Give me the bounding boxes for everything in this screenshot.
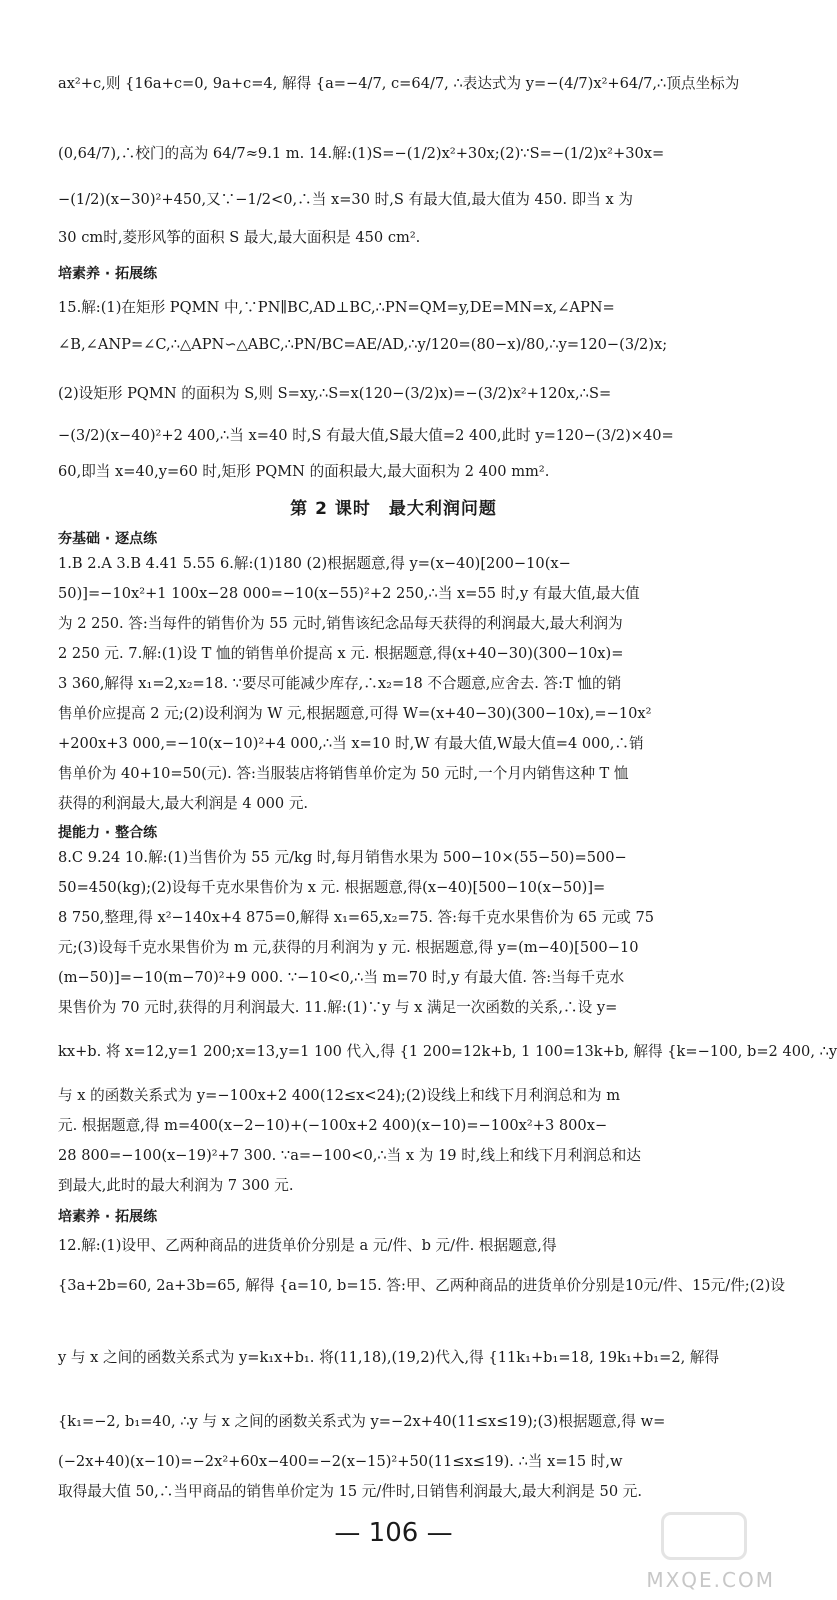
text-line: y 与 x 之间的函数关系式为 y=k₁x+b₁. 将(11,18),(19,2)代入,得 {11k₁+b₁=18, 19k₁+b₁=2, 解得: [58, 1349, 720, 1366]
page-number: — 106 —: [334, 1518, 453, 1548]
text-line: {k₁=−2, b₁=40, ∴y 与 x 之间的函数关系式为 y=−2x+40(11≤x≤19);(3)根据题意,得 w=: [58, 1413, 666, 1430]
text-line: 3 360,解得 x₁=2,x₂=18. ∵要尽可能减少库存,∴x₂=18 不合题意,应舍去. 答:T 恤的销: [58, 675, 622, 692]
text-line: 15.解:(1)在矩形 PQMN 中,∵PN∥BC,AD⊥BC,∴PN=QM=y,DE=MN=x,∠APN=: [58, 299, 615, 316]
text-line: 30 cm时,菱形风筝的面积 S 最大,最大面积是 450 cm².: [58, 229, 421, 246]
text-line: 售单价为 40+10=50(元). 答:当服装店将销售单价定为 50 元时,一个月内销售这种 T 恤: [58, 765, 629, 782]
text-line: 2 250 元. 7.解:(1)设 T 恤的销售单价提高 x 元. 根据题意,得(x+40−30)(300−10x)=: [58, 645, 624, 662]
text-line: {3a+2b=60, 2a+3b=65, 解得 {a=10, b=15. 答:甲、乙两种商品的进货单价分别是10元/件、15元/件;(2)设: [58, 1277, 785, 1294]
section-heading: 培素养 · 拓展练: [58, 266, 158, 282]
text-line: −(1/2)(x−30)²+450,又∵−1/2<0,∴当 x=30 时,S 有最大值,最大值为 450. 即当 x 为: [58, 191, 633, 208]
text-line: (2)设矩形 PQMN 的面积为 S,则 S=xy,∴S=x(120−(3/2)x)=−(3/2)x²+120x,∴S=: [58, 385, 612, 402]
text-line: kx+b. 将 x=12,y=1 200;x=13,y=1 100 代入,得 {1 200=12k+b, 1 100=13k+b, 解得 {k=−100, b=2 400, ∴y: [58, 1043, 837, 1060]
text-line: (0,64/7),∴校门的高为 64/7≈9.1 m. 14.解:(1)S=−(1/2)x²+30x;(2)∵S=−(1/2)x²+30x=: [58, 145, 665, 162]
text-line: 到最大,此时的最大利润为 7 300 元.: [58, 1177, 294, 1194]
text-line: 取得最大值 50,∴当甲商品的销售单价定为 15 元/件时,日销售利润最大,最大利润是 50 元.: [58, 1483, 642, 1500]
text-line: 元. 根据题意,得 m=400(x−2−10)+(−100x+2 400)(x−10)=−100x²+3 800x−: [58, 1117, 608, 1134]
watermark: MXQE.COM: [646, 1568, 775, 1592]
text-line: 8 750,整理,得 x²−140x+4 875=0,解得 x₁=65,x₂=75. 答:每千克水果售价为 65 元或 75: [58, 909, 655, 926]
text-line: −(3/2)(x−40)²+2 400,∴当 x=40 时,S 有最大值,S最大值=2 400,此时 y=120−(3/2)×40=: [58, 427, 674, 444]
section-heading: 提能力 · 整合练: [58, 825, 158, 841]
text-line: +200x+3 000,=−10(x−10)²+4 000,∴当 x=10 时,W 有最大值,W最大值=4 000,∴销: [58, 735, 644, 752]
text-line: 12.解:(1)设甲、乙两种商品的进货单价分别是 a 元/件、b 元/件. 根据题意,得: [58, 1237, 557, 1254]
text-line: 60,即当 x=40,y=60 时,矩形 PQMN 的面积最大,最大面积为 2 400 mm².: [58, 463, 550, 480]
text-line: (m−50)]=−10(m−70)²+9 000. ∵−10<0,∴当 m=70 时,y 有最大值. 答:当每千克水: [58, 969, 625, 986]
text-line: 50)]=−10x²+1 100x−28 000=−10(x−55)²+2 250,∴当 x=55 时,y 有最大值,最大值: [58, 585, 640, 602]
section-heading: 夯基础 · 逐点练: [58, 531, 158, 547]
text-line: 售单价应提高 2 元;(2)设利润为 W 元,根据题意,可得 W=(x+40−30)(300−10x),=−10x²: [58, 705, 652, 722]
text-line: 果售价为 70 元时,获得的月利润最大. 11.解:(1)∵y 与 x 满足一次函数的关系,∴设 y=: [58, 999, 618, 1016]
text-line: 28 800=−100(x−19)²+7 300. ∵a=−100<0,∴当 x 为 19 时,线上和线下月利润总和达: [58, 1147, 641, 1164]
text-line: 为 2 250. 答:当每件的销售价为 55 元时,销售该纪念品每天获得的利润最大,最大利润为: [58, 615, 623, 632]
text-line: 50=450(kg);(2)设每千克水果售价为 x 元. 根据题意,得(x−40)[500−10(x−50)]=: [58, 879, 606, 896]
section-heading: 培素养 · 拓展练: [58, 1209, 158, 1225]
text-line: 1.B 2.A 3.B 4.41 5.55 6.解:(1)180 (2)根据题意,得 y=(x−40)[200−10(x−: [58, 555, 571, 572]
text-line: 获得的利润最大,最大利润是 4 000 元.: [58, 795, 309, 812]
chapter-title: 第 2 课时 最大利润问题: [290, 499, 497, 519]
text-line: ax²+c,则 {16a+c=0, 9a+c=4, 解得 {a=−4/7, c=64/7, ∴表达式为 y=−(4/7)x²+64/7,∴顶点坐标为: [58, 75, 740, 92]
text-line: 与 x 的函数关系式为 y=−100x+2 400(12≤x<24);(2)设线上和线下月利润总和为 m: [58, 1087, 621, 1104]
text-line: (−2x+40)(x−10)=−2x²+60x−400=−2(x−15)²+50(11≤x≤19). ∴当 x=15 时,w: [58, 1453, 623, 1470]
text-line: 元;(3)设每千克水果售价为 m 元,获得的月利润为 y 元. 根据题意,得 y=(m−40)[500−10: [58, 939, 639, 956]
text-line: 8.C 9.24 10.解:(1)当售价为 55 元/kg 时,每月销售水果为 500−10×(55−50)=500−: [58, 849, 627, 866]
text-line: ∠B,∠ANP=∠C,∴△APN∽△ABC,∴PN/BC=AE/AD,∴y/120=(80−x)/80,∴y=120−(3/2)x;: [58, 336, 668, 353]
watermark-logo: [661, 1512, 747, 1560]
